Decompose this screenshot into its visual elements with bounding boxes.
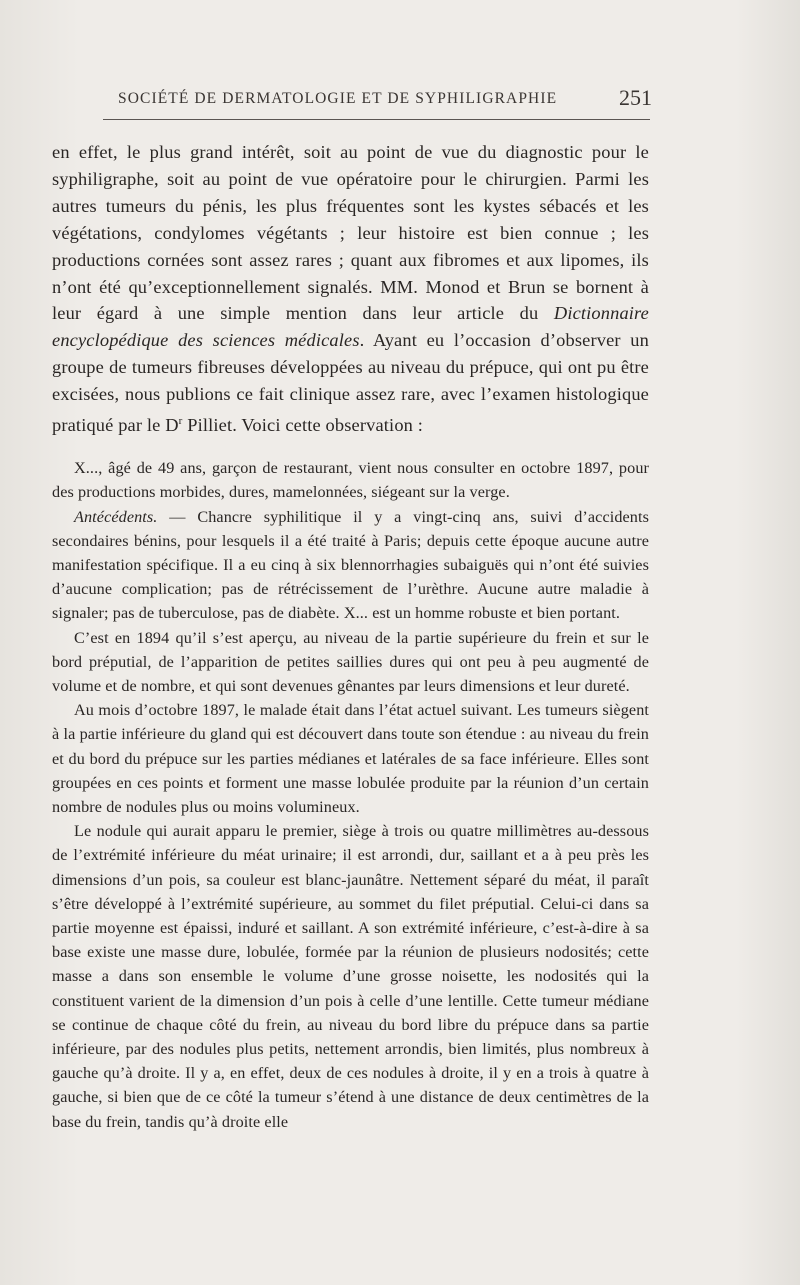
first-nodule-paragraph: Le nodule qui aurait apparu le premier, siège à trois ou quatre millimètres au-dessous de l’extrémité inférieure du méat urinaire; il est arrondi, dur, saillant et a à peu près les dimensions d’un pois, sa couleur est blanc-jaunâtre. Nettement séparé du méat, il paraît s’être développé à l’extrémité supérieure, au sommet du filet préputial. Celui-ci dans sa partie moyenne est épaissi, induré et saillant. A son extrémité inférieure, c’est-à-dire à sa base existe une masse dure, lobulée, formée par la réunion de plusieurs nodosités; cette masse a dans son ensemble le volume d’une grosse noisette, les nodosités qui la constituent varient de la dimension d’un pois à celle d’une lentille. Cette tumeur médiane se continue de chaque côté du frein, au niveau du bord libre du prépuce dans sa partie inférieure, par des nodules plus petits, nettement arrondis, bien limités, plus nombreux à gauche qu’à droite. Il y a, en effet, deux de ces nodules à droite, il y en a trois à quatre à gauche, si bien que de ce côté la tumeur s’étend à une distance de deux centimètres de la base du frein, tandis qu’à droite elle	[52, 822, 649, 1131]
dictionary-title: Dictionnaire encyclopédique des sciences médicales	[52, 303, 649, 351]
antecedents-paragraph	[52, 505, 649, 626]
intro-text-part3: Pilliet. Voici cette observation :	[182, 415, 424, 436]
antecedents-label: Antécédents.	[74, 507, 158, 526]
onset-paragraph: C’est en 1894 qu’il s’est aperçu, au niveau de la partie supérieure du frein et sur le bord préputial, de l’apparition de petites saillies dures qui ont peu à peu augmenté de volume et de nombre, et qui sont devenues gênantes par leurs dimensions et leur dureté.	[52, 628, 649, 695]
running-title: SOCIÉTÉ DE DERMATOLOGIE ET DE SYPHILIGRAPHIE	[118, 90, 558, 107]
intro-text-part2: . Ayant eu l’occasion d’observer un groupe de tumeurs fibreuses développées au niveau du prépuce, qui ont pu être excisées, nous publions ce fait clinique assez rare, avec l’examen histologique pratiqué par le D	[52, 330, 649, 436]
body-text	[52, 139, 649, 1134]
doctor-superscript: r	[178, 415, 183, 428]
running-head	[112, 86, 652, 110]
header-rule	[103, 119, 650, 120]
current-state-paragraph: Au mois d’octobre 1897, le malade était dans l’état actuel suivant. Les tumeurs siègent à la partie inférieure du gland qui est découvert dans toute son étendue : au niveau du frein et du bord du prépuce sur les parties médianes et latérales de sa face inférieure. Elles sont groupées en ces points et forment une masse lobulée produite par la réunion d’un certain nombre de nodules plus ou moins volumineux.	[52, 701, 649, 816]
page-number: 251	[619, 85, 652, 110]
intro-text-part1: en effet, le plus grand intérêt, soit au point de vue du diagnostic pour le syphiligraphe, soit au point de vue opératoire pour le chirurgien. Parmi les autres tumeurs du pénis, les plus fréquentes sont les kystes sébacés et les végétations, condylomes végétants ; leur histoire est bien connue ; les productions cornées sont assez rares ; quant aux fibromes et aux lipomes, ils n’ont été qu’exceptionnellement signalés. MM. Monod et Brun se bornent à leur égard à une simple mention dans leur article du	[52, 142, 649, 324]
antecedents-text: — Chancre syphilitique il y a vingt-cinq ans, suivi d’accidents secondaires bénins, pour lesquels il a été traité à Paris; depuis cette époque aucune autre manifestation spécifique. Il a eu cinq à six blennorrhagies subaiguës qui n’ont été suivies d’aucune complication; pas de rétrécissement de l’urèthre. Aucune autre maladie à signaler; pas de tuberculose, pas de diabète. X... est un homme robuste et bien portant.	[52, 507, 649, 623]
patient-paragraph: X..., âgé de 49 ans, garçon de restaurant, vient nous consulter en octobre 1897, pour des productions morbides, dures, mamelonnées, siégeant sur la verge.	[52, 459, 649, 502]
intro-paragraph	[52, 139, 649, 439]
